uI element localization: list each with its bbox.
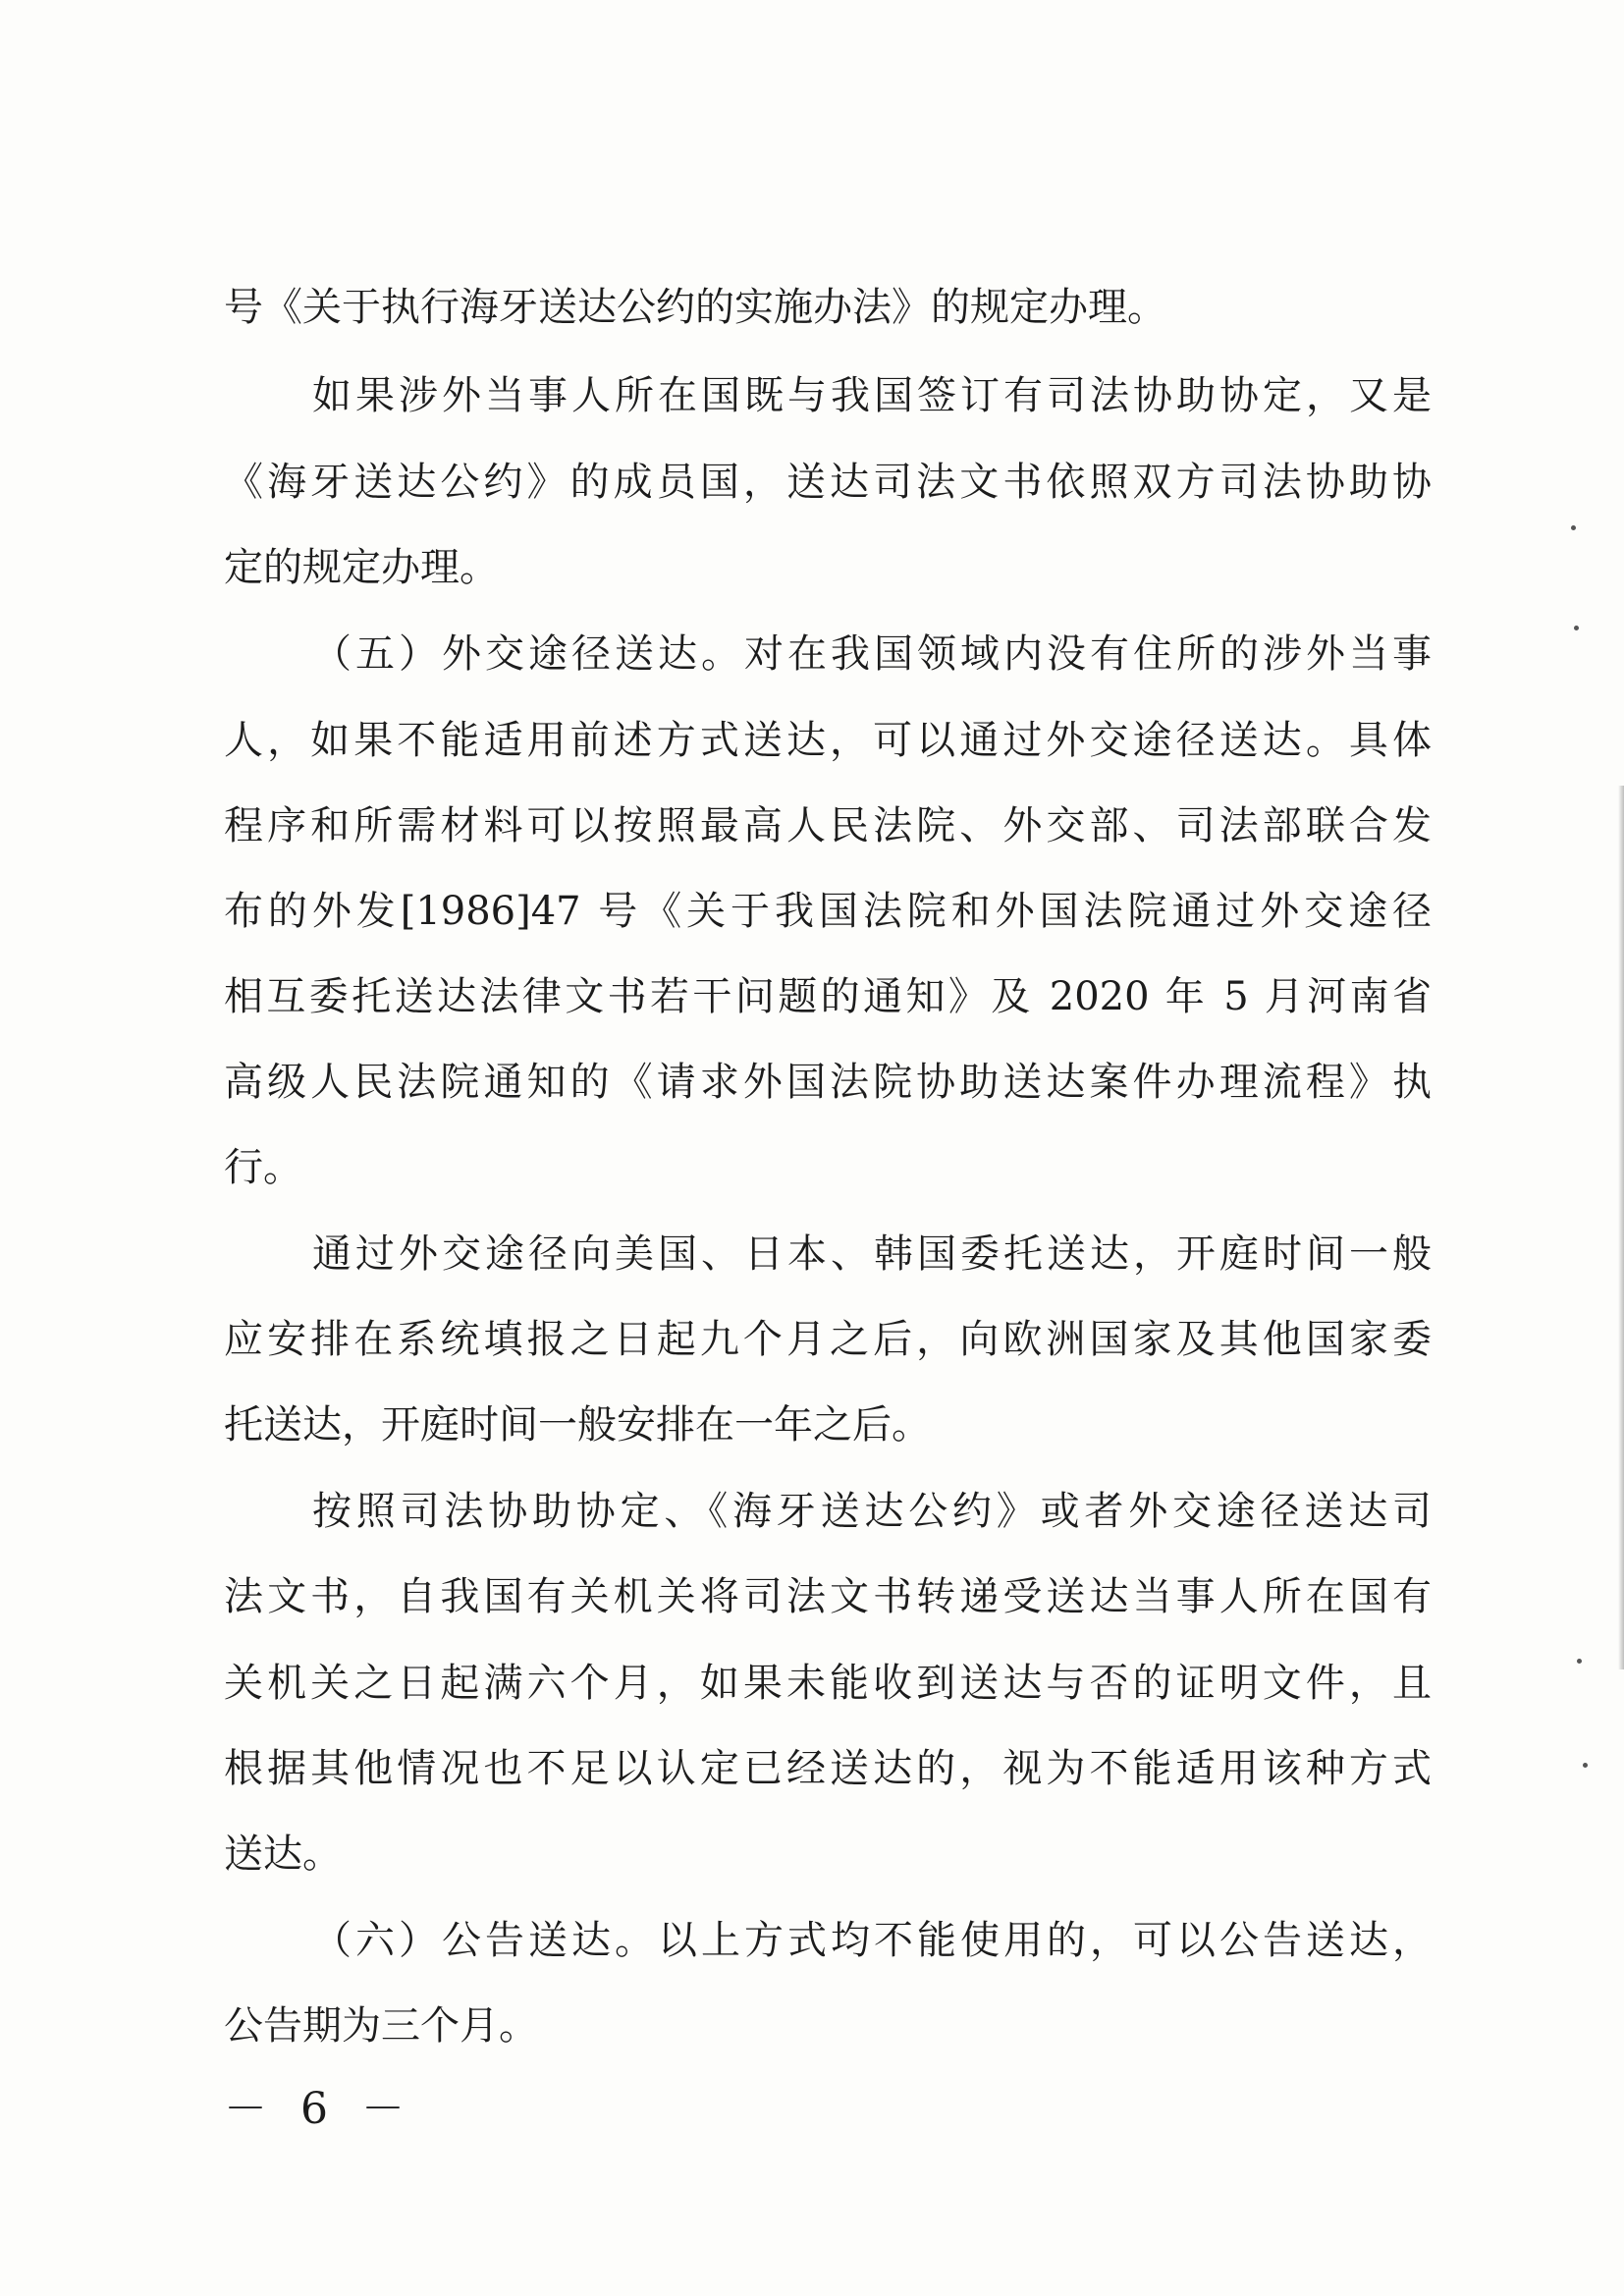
text-line: （六）公告送达。以上方式均不能使用的，可以公告送达， — [312, 1918, 1432, 1963]
text-line: 《海牙送达公约》的成员国，送达司法文书依照双方司法协助协 — [224, 460, 1432, 505]
text-line: 程序和所需材料可以按照最高人民法院、外交部、司法部联合发 — [224, 803, 1432, 848]
text-line: 送达。 — [224, 1831, 342, 1877]
text-line: 相互委托送达法律文书若干问题的通知》及 2020 年 5 月河南省 — [224, 974, 1432, 1019]
text-line: 行。 — [224, 1145, 302, 1190]
text-line: 法文书，自我国有关机关将司法文书转递受送达当事人所在国有 — [224, 1574, 1432, 1619]
scan-edge-shadow — [1618, 786, 1624, 1669]
text-line: （五）外交途径送达。对在我国领域内没有住所的涉外当事 — [312, 631, 1432, 677]
scan-speck — [1583, 1763, 1588, 1768]
scan-speck — [1577, 1659, 1582, 1664]
text-line: 定的规定办理。 — [224, 545, 499, 590]
text-line: 如果涉外当事人所在国既与我国签订有司法协助协定，又是 — [312, 373, 1432, 418]
text-line: 人，如果不能适用前述方式送达，可以通过外交途径送达。具体 — [224, 718, 1432, 763]
text-line: 应安排在系统填报之日起九个月之后，向欧洲国家及其他国家委 — [224, 1317, 1432, 1362]
text-line: 托送达，开庭时间一般安排在一年之后。 — [224, 1402, 931, 1448]
text-line: 根据其他情况也不足以认定已经送达的，视为不能适用该种方式 — [224, 1746, 1432, 1791]
text-line: 按照司法协助协定、《海牙送达公约》或者外交途径送达司 — [312, 1489, 1432, 1534]
text-line: 通过外交途径向美国、日本、韩国委托送达，开庭时间一般 — [312, 1231, 1432, 1277]
scan-speck — [1574, 626, 1579, 630]
text-line: 布的外发[1986]47 号《关于我国法院和外国法院通过外交途径 — [224, 889, 1432, 934]
text-line: 关机关之日起满六个月，如果未能收到送达与否的证明文件，且 — [224, 1661, 1432, 1706]
page-number: － 6 － — [224, 2084, 414, 2134]
text-line: 号《关于执行海牙送达公约的实施办法》的规定办理。 — [224, 285, 1166, 330]
text-line: 公告期为三个月。 — [224, 2003, 538, 2049]
scan-speck — [1571, 525, 1576, 530]
text-line: 高级人民法院通知的《请求外国法院协助送达案件办理流程》执 — [224, 1060, 1432, 1105]
